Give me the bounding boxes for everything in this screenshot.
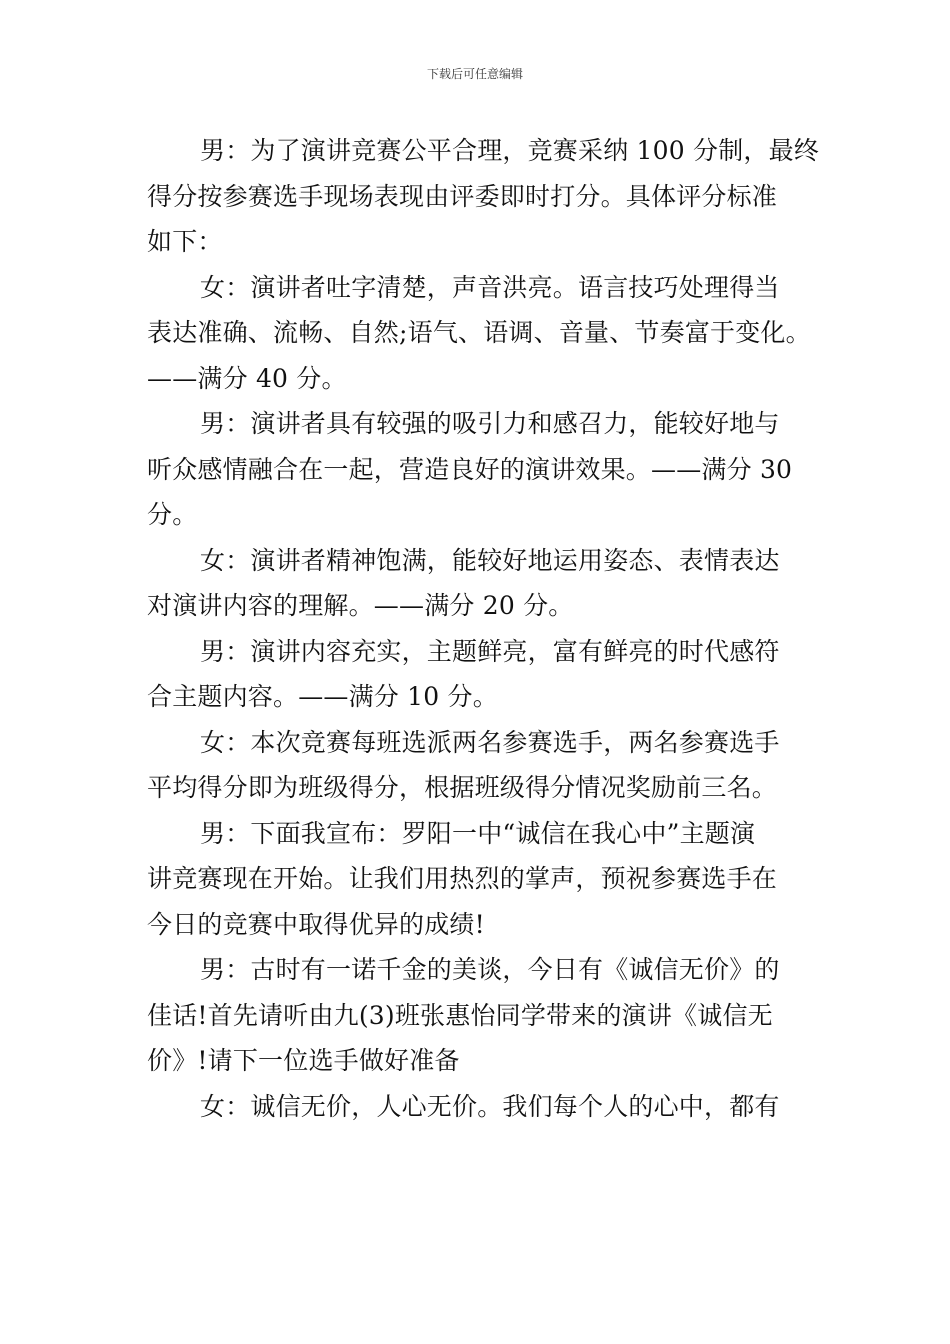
text-line: 平均得分即为班级得分，根据班级得分情况奖励前三名。 <box>147 773 778 802</box>
text-line: 男：下面我宣布：罗阳一中“诚信在我心中”主题演 <box>200 818 756 848</box>
text-line: 今日的竞赛中取得优异的成绩! <box>147 909 485 939</box>
paragraph <box>147 947 815 1084</box>
paragraph <box>147 1084 815 1130</box>
text-line: 男：为了演讲竞赛公平合理，竞赛采纳 100 分制，最终 <box>200 136 820 165</box>
text-line: 女：诚信无价，人心无价。我们每个人的心中，都有 <box>200 1091 780 1121</box>
text-line: 男：演讲者具有较强的吸引力和感召力，能较好地与 <box>200 409 780 438</box>
paragraph <box>147 629 815 720</box>
text-line: 男：演讲内容充实，主题鲜亮，富有鲜亮的时代感符 <box>200 636 780 666</box>
text-line: 男：古时有一诺千金的美谈，今日有《诚信无价》的 <box>200 955 780 984</box>
text-line: 女：演讲者吐字清楚，声音洪亮。语言技巧处理得当 <box>200 272 780 302</box>
document-body <box>147 128 820 1129</box>
text-line: 表达准确、流畅、自然;语气、语调、音量、节奏富于变化。 <box>147 318 811 347</box>
paragraph <box>147 265 815 402</box>
text-line: 讲竞赛现在开始。让我们用热烈的掌声，预祝参赛选手在 <box>147 864 778 893</box>
paragraph <box>147 538 815 629</box>
text-line: 分。 <box>147 500 198 529</box>
text-line: 如下： <box>147 227 223 256</box>
paragraph <box>147 128 820 265</box>
text-line: 女：本次竞赛每班选派两名参赛选手，两名参赛选手 <box>200 727 780 757</box>
paragraph <box>147 811 815 948</box>
text-line: 价》!请下一位选手做好准备 <box>147 1046 460 1075</box>
text-line: ——满分 40 分。 <box>147 363 347 393</box>
text-line: 佳话!首先请听由九(3)班张惠怡同学带来的演讲《诚信无 <box>147 1000 773 1030</box>
paragraph <box>147 401 815 538</box>
text-line: 合主题内容。——满分 10 分。 <box>147 682 498 711</box>
text-line: 对演讲内容的理解。——满分 20 分。 <box>147 591 574 620</box>
text-line: 听众感情融合在一起，营造良好的演讲效果。——满分 30 <box>147 454 793 484</box>
page-header: 下载后可任意编辑 <box>426 67 523 81</box>
paragraph <box>147 720 815 811</box>
text-line: 女：演讲者精神饱满，能较好地运用姿态、表情表达 <box>200 545 780 575</box>
text-line: 得分按参赛选手现场表现由评委即时打分。具体评分标准 <box>147 181 778 211</box>
